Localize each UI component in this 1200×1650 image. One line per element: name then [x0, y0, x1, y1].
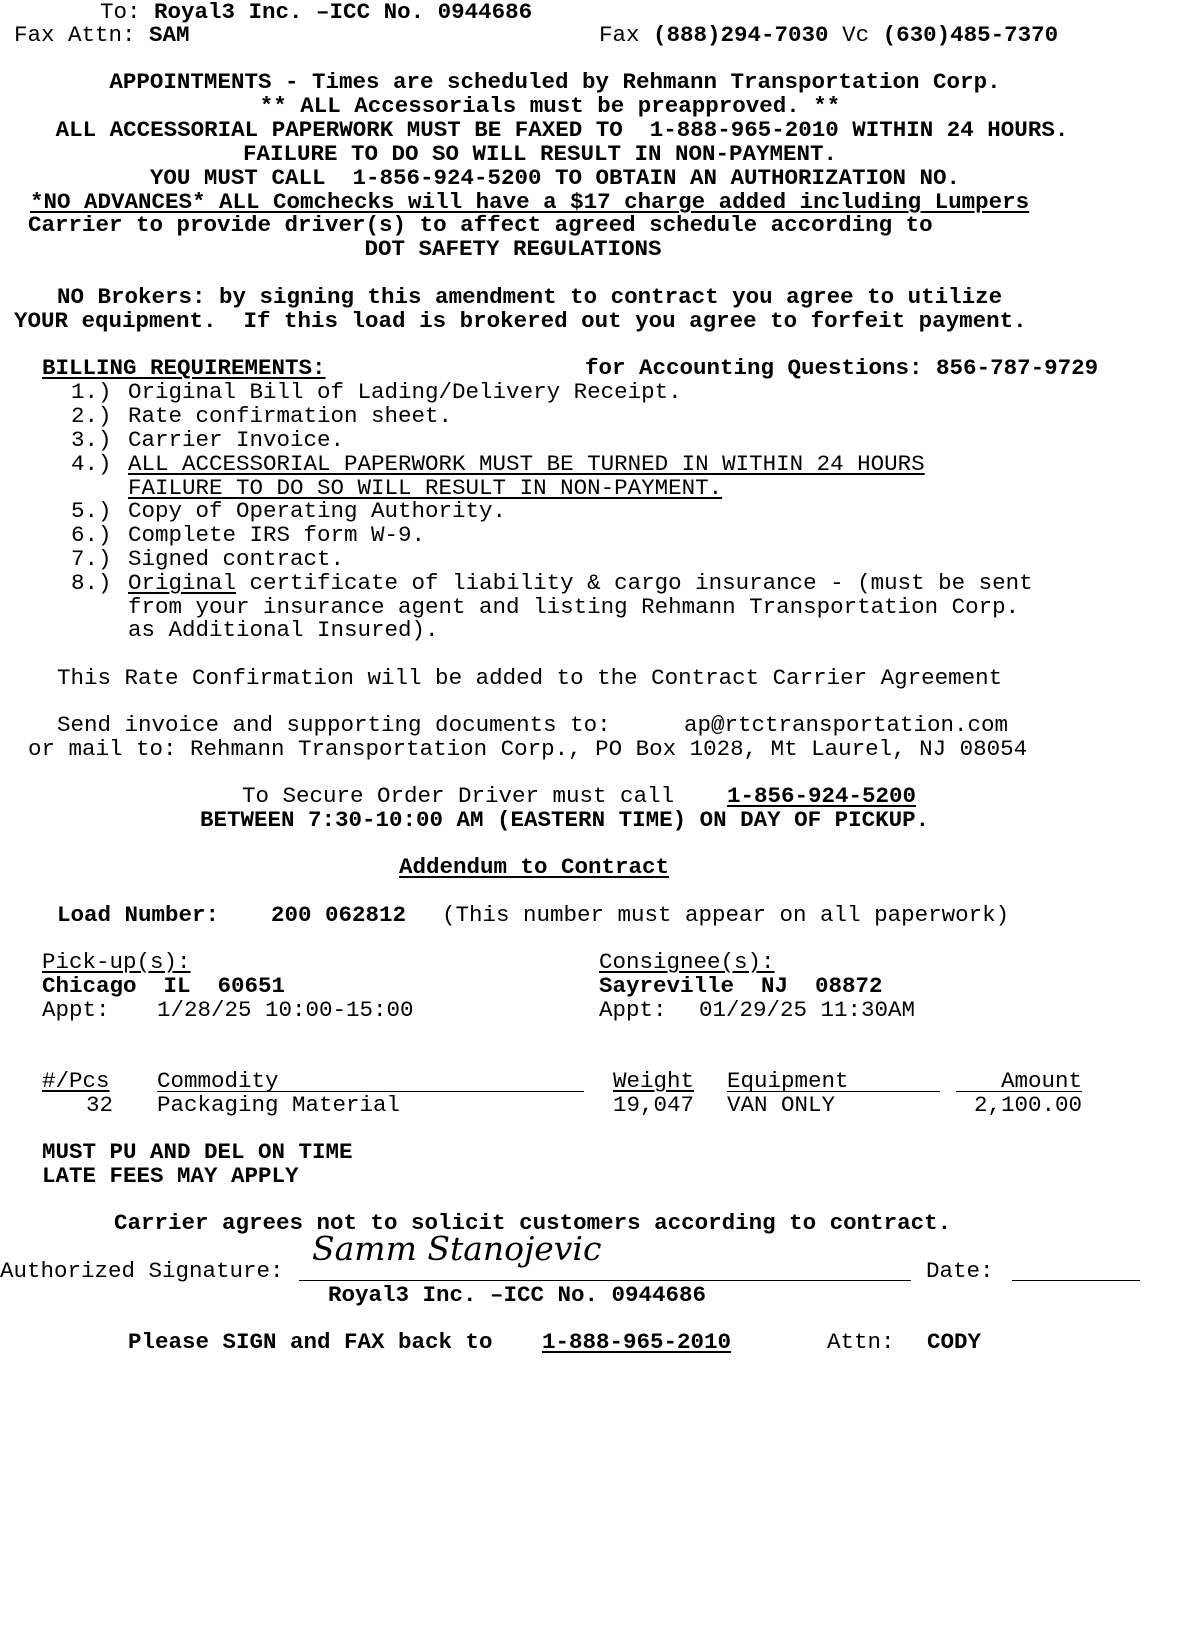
fax-back-attn-value: CODY — [927, 1329, 982, 1355]
authorization-notice: YOU MUST CALL 1-856-924-5200 TO OBTAIN AN AUTHORIZATION NO. — [149, 165, 961, 191]
consignee-appt-label: Appt: — [599, 997, 667, 1023]
accounting-questions: for Accounting Questions: 856-787-9729 — [585, 355, 1099, 381]
billing-item: Complete IRS form W-9. — [128, 522, 426, 548]
col-header-commodity-text: Commodity — [157, 1068, 279, 1094]
billing-item: Rate confirmation sheet. — [128, 403, 453, 429]
date-label: Date: — [926, 1258, 994, 1284]
billing-item-num: 3.) — [71, 427, 112, 453]
billing-heading: BILLING REQUIREMENTS: — [42, 355, 326, 381]
billing-item-num: 8.) — [71, 570, 112, 596]
vc-label: Vc — [842, 22, 870, 48]
billing-item-num: 5.) — [71, 498, 112, 524]
consignee-appt-value: 01/29/25 11:30AM — [699, 997, 916, 1023]
driver-schedule-notice: Carrier to provide driver(s) to affect agreed schedule according to — [28, 212, 933, 238]
billing-item: Copy of Operating Authority. — [128, 498, 507, 524]
signature-line[interactable] — [299, 1280, 911, 1281]
vc-value: (630)485-7370 — [882, 22, 1059, 48]
no-advances-notice: *NO ADVANCES* ALL Comchecks will have a $17 charge added including Lumpers — [30, 189, 1030, 215]
to-value: Royal3 Inc. –ICC No. 0944686 — [154, 0, 533, 25]
pickup-location: Chicago IL 60651 — [42, 973, 286, 999]
row-weight: 19,047 — [613, 1092, 695, 1118]
row-equipment: VAN ONLY — [727, 1092, 836, 1118]
row-amount: 2,100.00 — [973, 1092, 1082, 1118]
col-header-amount-text: Amount — [1000, 1068, 1082, 1094]
pickup-call-window: BETWEEN 7:30-10:00 AM (EASTERN TIME) ON DAY OF PICKUP. — [200, 807, 930, 833]
fax-value: (888)294-7030 — [653, 22, 829, 48]
billing-item-num: 6.) — [71, 522, 112, 548]
fax-attn-value: SAM — [149, 22, 190, 48]
secure-order-phone: 1-856-924-5200 — [727, 783, 917, 809]
billing-item-num: 4.) — [71, 451, 112, 477]
secure-order-label: To Secure Order Driver must call — [242, 783, 675, 809]
pickup-heading: Pick-up(s): — [42, 949, 191, 975]
col-header-equipment — [727, 1069, 940, 1092]
fax-back-label: Please SIGN and FAX back to — [128, 1329, 493, 1355]
row-commodity: Packaging Material — [157, 1092, 401, 1118]
pickup-appt-label: Appt: — [42, 997, 110, 1023]
fax-back-number: 1-888-965-2010 — [542, 1329, 732, 1355]
billing-item-continued: as Additional Insured). — [128, 617, 439, 643]
billing-item-num: 2.) — [71, 403, 112, 429]
must-pu-notice: MUST PU AND DEL ON TIME — [42, 1139, 353, 1165]
billing-item: Original Bill of Lading/Delivery Receipt. — [128, 379, 682, 405]
fax-attn-label: Fax Attn: — [14, 22, 136, 48]
brokers-notice-line2: YOUR equipment. If this load is brokered out you agree to forfeit payment. — [14, 308, 1027, 334]
dot-safety-notice: DOT SAFETY REGULATIONS — [364, 236, 662, 262]
billing-item: Signed contract. — [128, 546, 345, 572]
consignee-location: Sayreville NJ 08872 — [599, 973, 883, 999]
original-emphasis: Original — [128, 570, 237, 596]
non-payment-notice: FAILURE TO DO SO WILL RESULT IN NON-PAYMENT. — [242, 141, 838, 167]
fax-attn-line — [14, 23, 190, 48]
load-number-label: Load Number: — [57, 902, 220, 928]
fax-label: Fax — [599, 22, 640, 48]
late-fees-notice: LATE FEES MAY APPLY — [42, 1163, 299, 1189]
billing-item: Carrier Invoice. — [128, 427, 345, 453]
col-header-pcs: #/Pcs — [42, 1068, 110, 1094]
billing-item — [128, 571, 1033, 596]
billing-item-continued: FAILURE TO DO SO WILL RESULT IN NON-PAYMENT. — [128, 475, 723, 501]
col-header-amount — [956, 1069, 1082, 1092]
date-line[interactable] — [1012, 1280, 1140, 1281]
send-invoice-label: Send invoice and supporting documents to: — [57, 712, 611, 738]
signer-company: Royal3 Inc. –ICC No. 0944686 — [328, 1282, 707, 1308]
signature-label: Authorized Signature: — [0, 1258, 284, 1284]
addendum-title: Addendum to Contract — [399, 854, 670, 880]
row-pcs: 32 — [85, 1092, 113, 1118]
fax-back-attn-label: Attn: — [827, 1329, 895, 1355]
to-label: To: — [100, 0, 141, 25]
consignee-heading: Consignee(s): — [599, 949, 775, 975]
no-solicit-notice: Carrier agrees not to solicit customers according to contract. — [114, 1210, 952, 1236]
accessorial-fax-notice: ALL ACCESSORIAL PAPERWORK MUST BE FAXED TO 1-888-965-2010 WITHIN 24 HOURS. — [55, 117, 1069, 143]
load-number-note: (This number must appear on all paperwork) — [442, 902, 1010, 928]
billing-item: ALL ACCESSORIAL PAPERWORK MUST BE TURNED IN WITHIN 24 HOURS — [128, 451, 925, 477]
billing-item-num: 7.) — [71, 546, 112, 572]
rate-confirmation-note: This Rate Confirmation will be added to the Contract Carrier Agreement — [57, 665, 1003, 691]
pickup-appt-value: 1/28/25 10:00-15:00 — [157, 997, 414, 1023]
appointments-notice: APPOINTMENTS - Times are scheduled by Rehmann Transportation Corp. — [109, 69, 1001, 95]
load-number: 200 062812 — [271, 902, 407, 928]
accessorials-notice: ** ALL Accessorials must be preapproved. ** — [259, 93, 841, 119]
billing-item-num: 1.) — [71, 379, 112, 405]
billing-item-continued: from your insurance agent and listing Rehmann Transportation Corp. — [128, 594, 1020, 620]
brokers-notice-line1: NO Brokers: by signing this amendment to contract you agree to utilize — [57, 284, 1003, 310]
col-header-weight: Weight — [613, 1068, 695, 1094]
col-header-commodity — [157, 1069, 584, 1092]
handwritten-signature: Samm Stanojevic — [312, 1229, 602, 1268]
col-header-equipment-text: Equipment — [727, 1068, 849, 1094]
billing-item-text: certificate of liability & cargo insurance - (must be sent — [236, 570, 1033, 596]
fax-vc-line — [599, 23, 1058, 48]
invoice-email[interactable]: ap@rtctransportation.com — [684, 712, 1009, 738]
mail-address: or mail to: Rehmann Transportation Corp., PO Box 1028, Mt Laurel, NJ 08054 — [28, 736, 1028, 762]
